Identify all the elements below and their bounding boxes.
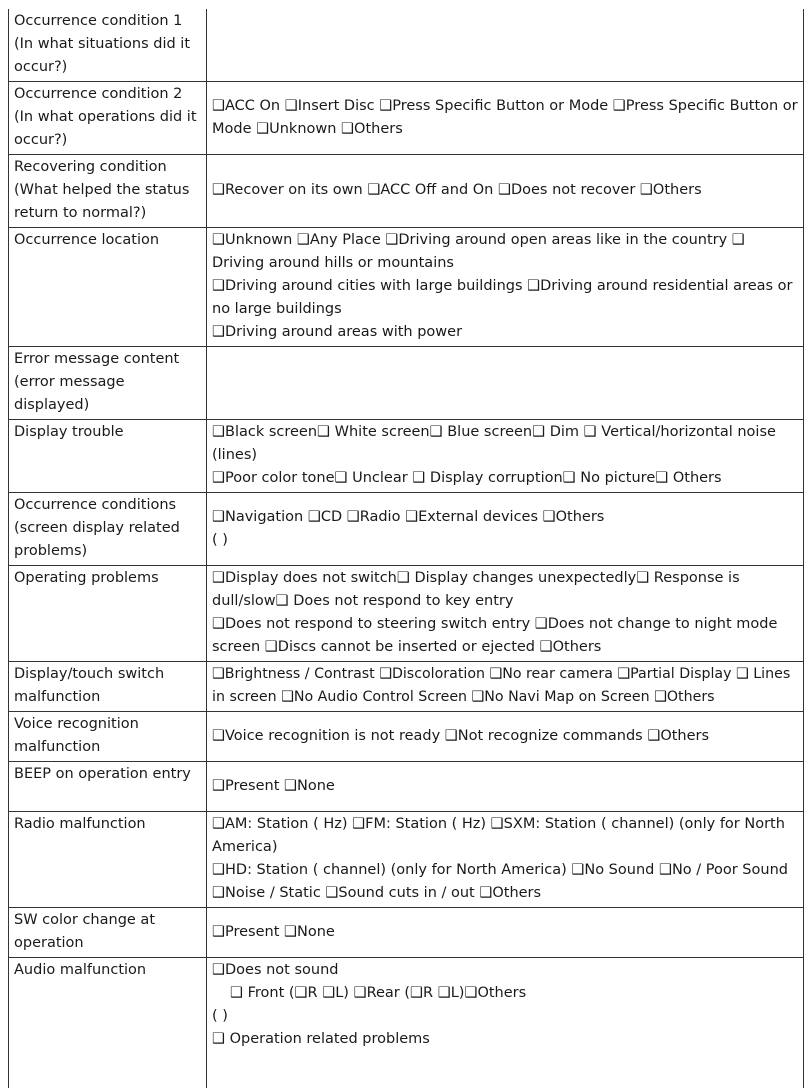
option-line: ❑HD: Station ( channel) (only for North America) ❑No Sound ❑No / Poor Sound ❑Noise / Static ❑Sound cuts in / out ❑Others xyxy=(212,862,788,901)
table-row xyxy=(9,712,804,762)
option-line: ( ) xyxy=(212,531,228,548)
option-line: ❑Poor color tone❑ Unclear ❑ Display corruption❑ No picture❑ Others xyxy=(212,470,722,486)
table-row xyxy=(9,420,804,493)
table-row xyxy=(9,347,804,420)
table-row xyxy=(9,155,804,228)
option-line: ❑Recover on its own ❑ACC Off and On ❑Does not recover ❑Others xyxy=(212,182,702,198)
row-label: Audio malfunction xyxy=(9,958,207,1088)
row-label: SW color change at operation xyxy=(9,908,207,958)
row-label: Occurrence condition 2 (In what operations did it occur?) xyxy=(9,82,207,155)
row-options xyxy=(207,420,804,493)
option-line: ❑Present ❑None xyxy=(212,777,335,794)
row-options xyxy=(207,228,804,347)
option-line: ❑Black screen❑ White screen❑ Blue screen❑ Dim ❑ Vertical/horizontal noise (lines) xyxy=(212,424,776,463)
symptom-table xyxy=(8,9,804,1088)
row-options xyxy=(207,662,804,712)
table-row xyxy=(9,9,804,82)
table-row xyxy=(9,812,804,908)
row-options xyxy=(207,155,804,228)
row-options xyxy=(207,712,804,762)
row-label: Recovering condition (What helped the status return to normal?) xyxy=(9,155,207,228)
option-line: ❑Present ❑None xyxy=(212,923,335,940)
table-row xyxy=(9,762,804,812)
row-label: Display/touch switch malfunction xyxy=(9,662,207,712)
row-options xyxy=(207,82,804,155)
row-options xyxy=(207,9,804,82)
row-options xyxy=(207,812,804,908)
option-line: ❑Navigation ❑CD ❑Radio ❑External devices ❑Others xyxy=(212,508,605,525)
option-line: ❑Unknown ❑Any Place ❑Driving around open areas like in the country ❑ Driving around hills or mountains xyxy=(212,232,745,271)
option-line: ❑AM: Station ( Hz) ❑FM: Station ( Hz) ❑SXM: Station ( channel) (only for North America) xyxy=(212,816,785,855)
option-line: ❑Driving around cities with large buildings ❑Driving around residential areas or no large buildings xyxy=(212,278,793,317)
table-row xyxy=(9,228,804,347)
option-line: ❑ Operation related problems xyxy=(212,1031,430,1047)
option-line: ❑Driving around areas with power xyxy=(212,324,463,340)
row-label: Radio malfunction xyxy=(9,812,207,908)
row-options xyxy=(207,493,804,566)
table-row xyxy=(9,493,804,566)
row-label: Occurrence location xyxy=(9,228,207,347)
option-line: ( ) xyxy=(212,1008,228,1024)
option-line: ❑ Front (❑R ❑L) ❑Rear (❑R ❑L)❑Others xyxy=(230,985,527,1001)
row-label: Display trouble xyxy=(9,420,207,493)
row-label: Error message content (error message displayed) xyxy=(9,347,207,420)
table-row xyxy=(9,566,804,662)
row-options xyxy=(207,347,804,420)
row-label: Voice recognition malfunction xyxy=(9,712,207,762)
row-options xyxy=(207,762,804,812)
row-label: Occurrence condition 1 (In what situations did it occur?) xyxy=(9,9,207,82)
option-line: ❑Display does not switch❑ Display changes unexpectedly❑ Response is dull/slow❑ Does not respond to key entry xyxy=(212,570,740,609)
row-label: Operating problems xyxy=(9,566,207,662)
row-label: Occurrence conditions (screen display related problems) xyxy=(9,493,207,566)
diagnosis-sheet xyxy=(8,9,803,1088)
row-options xyxy=(207,958,804,1088)
option-line: ❑ACC On ❑Insert Disc ❑Press Specific Button or Mode ❑Press Specific Button or Mode ❑Unknown ❑Others xyxy=(212,97,798,137)
option-line: ❑Voice recognition is not ready ❑Not recognize commands ❑Others xyxy=(212,727,710,744)
table-row xyxy=(9,908,804,958)
row-options xyxy=(207,908,804,958)
option-line: ❑Does not respond to steering switch entry ❑Does not change to night mode screen ❑Discs cannot be inserted or ejected ❑Others xyxy=(212,616,778,655)
row-label: BEEP on operation entry xyxy=(9,762,207,812)
option-line: ❑Does not sound xyxy=(212,962,339,978)
table-row xyxy=(9,958,804,1088)
row-options xyxy=(207,566,804,662)
table-row xyxy=(9,82,804,155)
option-line: ❑Brightness / Contrast ❑Discoloration ❑No rear camera ❑Partial Display ❑ Lines in screen ❑No Audio Control Screen ❑No Navi Map on Screen ❑Others xyxy=(212,666,791,705)
table-row xyxy=(9,662,804,712)
